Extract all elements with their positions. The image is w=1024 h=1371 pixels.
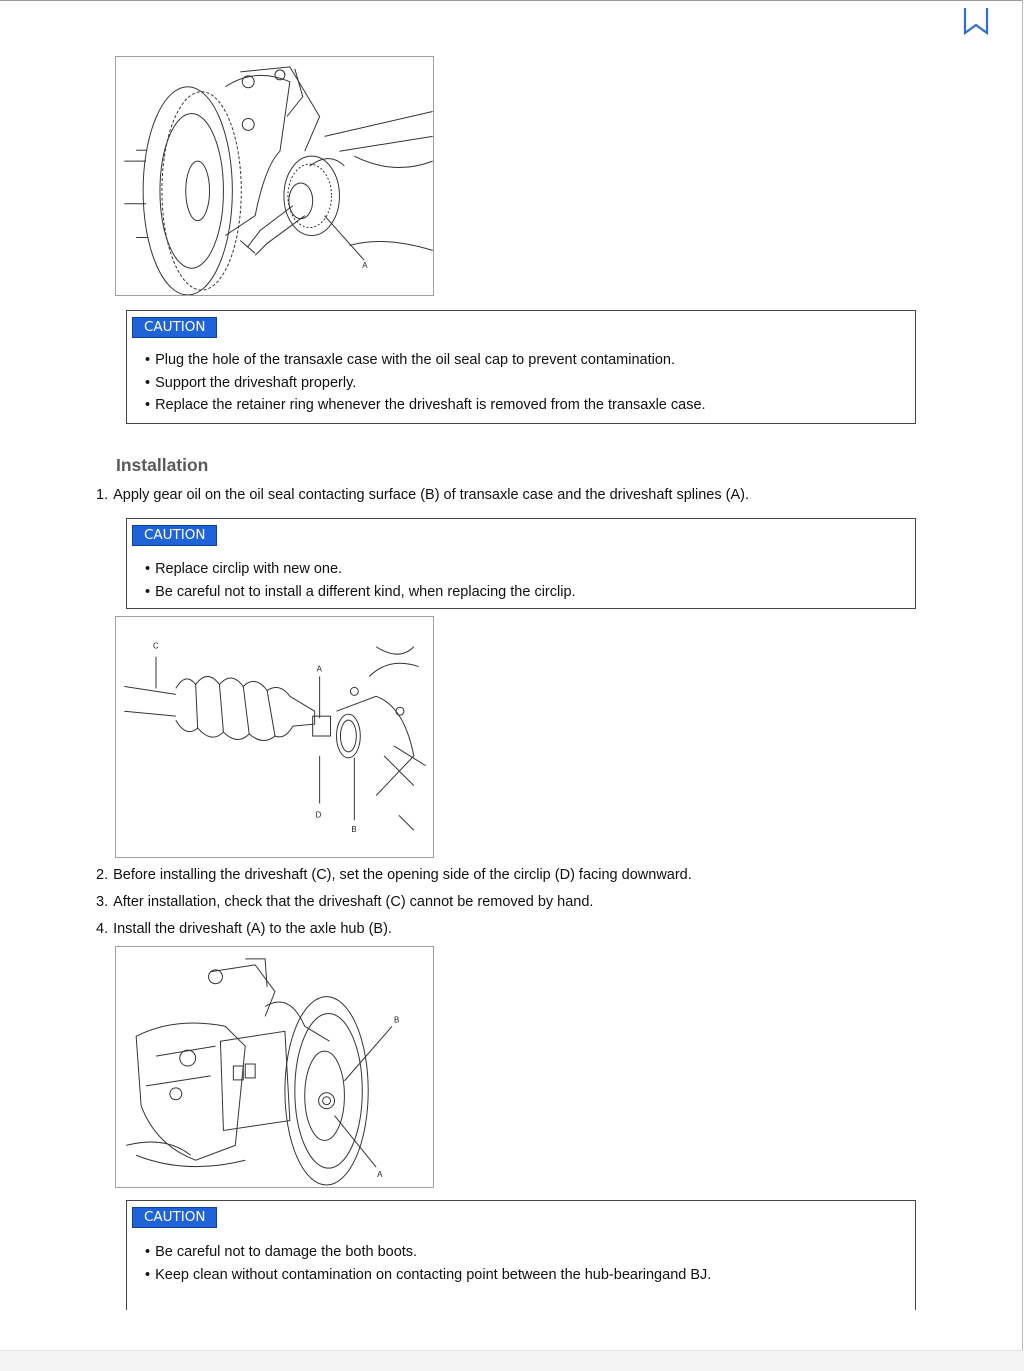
- caution-item: • Replace circlip with new one.: [145, 558, 576, 581]
- caution-badge: CAUTION: [132, 317, 217, 338]
- figure-2-label-a: A: [316, 664, 322, 674]
- caution-list: [145, 1241, 711, 1286]
- caution-box-2: [126, 518, 916, 609]
- step-number: 2.: [96, 867, 109, 883]
- step-text: Before installing the driveshaft (C), set the opening side of the circlip (D) facing downward.: [113, 867, 692, 883]
- figure-driveshaft-installation: [115, 616, 434, 858]
- figure-driveshaft-removal: [115, 56, 434, 296]
- axle-hub-illustration: [116, 947, 433, 1187]
- figure-2-label-c: C: [153, 641, 159, 651]
- figure-1-label-a: A: [362, 261, 368, 271]
- caution-item: • Be careful not to damage the both boots.: [145, 1241, 711, 1264]
- step-number: 4.: [96, 921, 109, 937]
- figure-3-label-a: A: [377, 1170, 383, 1180]
- caution-badge: CAUTION: [132, 1207, 217, 1228]
- caution-item: • Be careful not to install a different kind, when replacing the circlip.: [145, 581, 576, 604]
- caution-box-1: [126, 310, 916, 424]
- step-text: After installation, check that the driveshaft (C) cannot be removed by hand.: [113, 894, 594, 910]
- caution-item: • Plug the hole of the transaxle case with the oil seal cap to prevent contamination.: [145, 349, 706, 372]
- figure-3-label-b: B: [394, 1015, 400, 1025]
- step-number: 1.: [96, 487, 109, 503]
- caution-list: [145, 349, 706, 417]
- section-heading-installation: Installation: [116, 455, 209, 475]
- caution-item: • Support the driveshaft properly.: [145, 372, 706, 395]
- figure-2-label-b: B: [351, 825, 357, 835]
- caution-item: • Replace the retainer ring whenever the driveshaft is removed from the transaxle case.: [145, 394, 706, 417]
- figure-2-label-d: D: [315, 810, 322, 820]
- step-2: [96, 867, 692, 883]
- caution-box-3: [126, 1200, 916, 1310]
- bookmark-icon[interactable]: [963, 5, 989, 35]
- driveshaft-removal-illustration: [116, 57, 433, 295]
- step-number: 3.: [96, 894, 109, 910]
- caution-badge: CAUTION: [132, 525, 217, 546]
- step-text: Install the driveshaft (A) to the axle hub (B).: [113, 921, 392, 937]
- step-text: Apply gear oil on the oil seal contacting surface (B) of transaxle case and the driveshaft splines (A).: [113, 487, 750, 503]
- figure-axle-hub-installation: [115, 946, 434, 1188]
- step-1: [96, 487, 749, 503]
- page-bottom-band: [0, 1350, 1024, 1371]
- step-3: [96, 894, 593, 910]
- caution-item: • Keep clean without contamination on contacting point between the hub-bearingand BJ.: [145, 1264, 711, 1287]
- caution-list: [145, 558, 576, 603]
- driveshaft-installation-illustration: [116, 617, 433, 857]
- step-4: [96, 921, 392, 937]
